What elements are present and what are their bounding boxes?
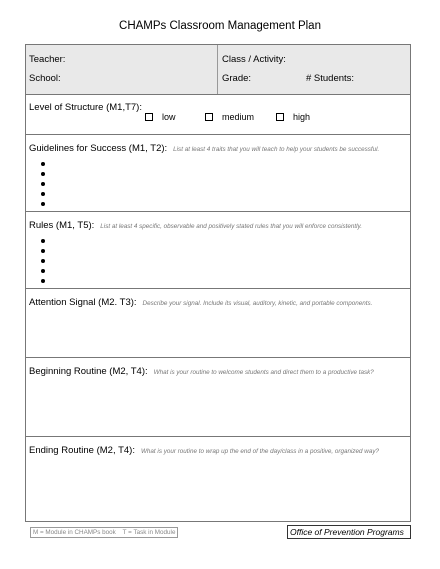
list-item (41, 249, 45, 253)
option-high-label: high (293, 112, 311, 122)
guidelines-hint: List at least 4 traits that you will teach to help your students be successful. (173, 146, 380, 153)
teacher-label: Teacher: (29, 54, 66, 65)
page-title: CHAMPs Classroom Management Plan (119, 20, 321, 32)
students-count-label: # Students: (306, 73, 355, 84)
list-item (41, 192, 45, 196)
attention-signal-hint: Describe your signal. Include its visual, auditory, kinetic, and portable components. (142, 300, 373, 307)
list-item (41, 182, 45, 186)
header-info-row (26, 45, 410, 95)
list-item (41, 172, 45, 176)
guidelines-label: Guidelines for Success (M1, T2): (29, 143, 168, 154)
list-item (41, 239, 45, 243)
header-divider (217, 45, 218, 94)
office-label: Office of Prevention Programs (287, 525, 411, 539)
beginning-routine-hint: What is your routine to welcome students and direct them to a productive task? (153, 369, 374, 376)
rules-bullet-list[interactable] (41, 239, 45, 289)
school-label: School: (29, 73, 61, 84)
grade-label: Grade: (222, 73, 252, 84)
rules-label: Rules (M1, T5): (29, 220, 95, 231)
ending-routine-label: Ending Routine (M2, T4): (29, 445, 135, 456)
option-medium-label: medium (222, 112, 255, 122)
guidelines-section (26, 135, 410, 212)
list-item (41, 259, 45, 263)
beginning-routine-title (29, 366, 374, 377)
list-item (41, 279, 45, 283)
option-low-label: low (162, 112, 176, 122)
ending-routine-hint: What is your routine to wrap up the end of the day/class in a positive, organized way? (140, 448, 379, 455)
beginning-routine-label: Beginning Routine (M2, T4): (29, 366, 148, 377)
list-item (41, 162, 45, 166)
rules-section (26, 212, 410, 289)
ending-routine-title (29, 445, 379, 456)
rules-hint: List at least 4 specific, observable and positively stated rules that you will enforce consistently. (100, 223, 362, 230)
option-low[interactable] (145, 112, 176, 122)
list-item (41, 269, 45, 273)
structure-label: Level of Structure (M1,T7): (29, 102, 142, 113)
checkbox-medium[interactable] (205, 113, 213, 121)
rules-title (29, 220, 362, 231)
option-medium[interactable] (205, 112, 254, 122)
list-item (41, 202, 45, 206)
class-activity-label: Class / Activity: (222, 54, 286, 65)
module-legend: M = Module in CHAMPs book T = Task in Module (30, 527, 178, 538)
beginning-routine-section[interactable] (26, 358, 410, 437)
attention-signal-section[interactable] (26, 289, 410, 358)
attention-signal-title (29, 297, 372, 308)
guidelines-bullet-list[interactable] (41, 162, 45, 212)
option-high[interactable] (276, 112, 310, 122)
plan-form (25, 44, 411, 522)
guidelines-title (29, 143, 379, 154)
checkbox-low[interactable] (145, 113, 153, 121)
ending-routine-section[interactable] (26, 437, 410, 521)
structure-section (26, 94, 410, 135)
attention-signal-label: Attention Signal (M2. T3): (29, 297, 137, 308)
checkbox-high[interactable] (276, 113, 284, 121)
